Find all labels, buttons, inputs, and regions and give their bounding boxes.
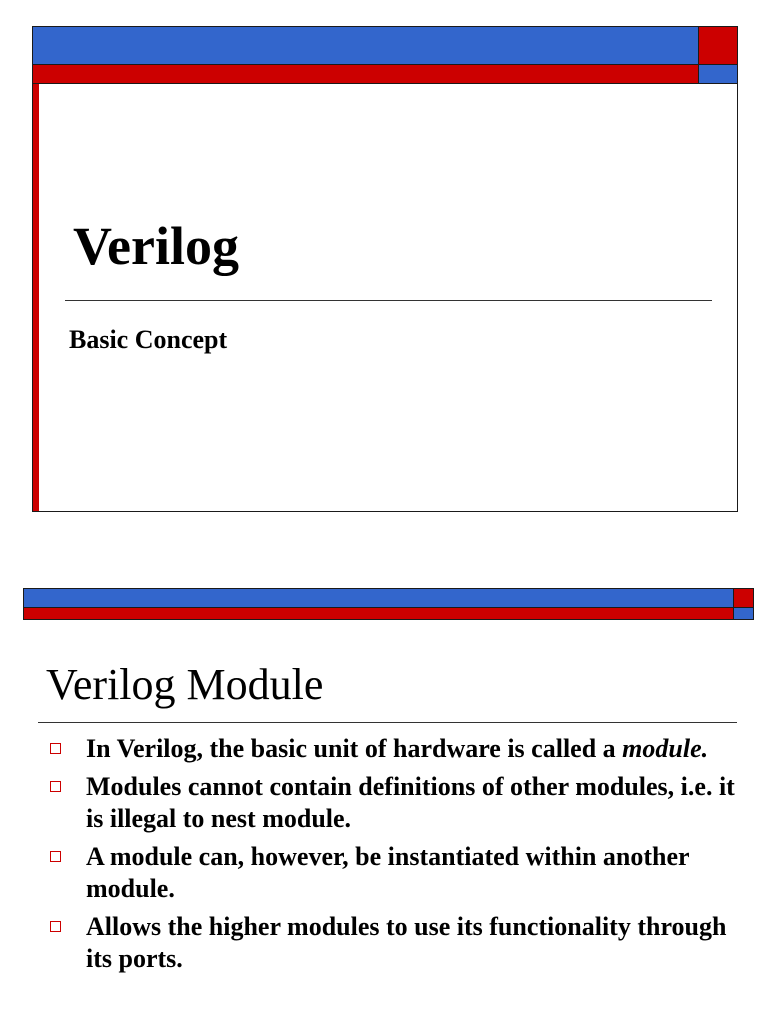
bullet-text: Allows the higher modules to use its functionality through its ports. (86, 912, 727, 973)
slide-subtitle: Basic Concept (69, 325, 228, 354)
bullet-list (46, 733, 736, 981)
header-red-bar (23, 608, 734, 620)
title-divider (65, 300, 712, 301)
content-slide (0, 587, 768, 1024)
bullet-item (46, 733, 736, 765)
slide-title: Verilog Module (46, 660, 324, 709)
bullet-suffix: . (701, 734, 709, 763)
slide-title: Verilog (73, 216, 239, 276)
bullet-emphasis: module (622, 734, 702, 763)
header-blue-square (699, 65, 737, 84)
bullet-item (46, 911, 736, 975)
hollow-square-bullet-icon (50, 851, 61, 862)
hollow-square-bullet-icon (50, 743, 61, 754)
header-red-square (734, 588, 754, 608)
bullet-text: In Verilog, the basic unit of hardware is called a (86, 734, 623, 763)
header-blue-bar (33, 27, 699, 65)
hollow-square-bullet-icon (50, 921, 61, 932)
header-red-bar (33, 65, 699, 84)
title-divider (38, 722, 737, 723)
bullet-text: A module can, however, be instantiated within another module. (86, 842, 690, 903)
header-blue-square (734, 608, 754, 620)
bullet-item (46, 841, 736, 905)
hollow-square-bullet-icon (50, 781, 61, 792)
title-slide (32, 26, 738, 512)
bullet-item (46, 771, 736, 835)
header-blue-bar (23, 588, 734, 608)
bullet-text: Modules cannot contain definitions of other modules, i.e. it is illegal to nest module. (86, 772, 735, 833)
left-red-stripe (33, 84, 39, 511)
header-red-square (699, 27, 737, 65)
